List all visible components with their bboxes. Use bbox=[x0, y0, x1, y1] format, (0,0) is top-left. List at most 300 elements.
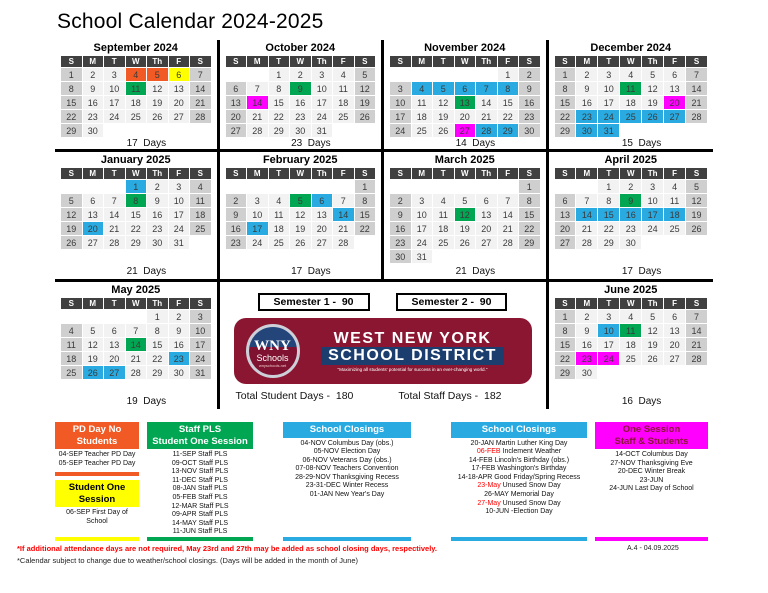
day-cell: 8 bbox=[555, 324, 576, 337]
day-cell: 16 bbox=[576, 96, 597, 109]
day-cell: 28 bbox=[686, 352, 707, 365]
legend-item: 20-JAN Martin Luther King Day bbox=[470, 439, 568, 447]
week-row bbox=[226, 96, 376, 109]
week-row bbox=[61, 222, 211, 235]
legend-header-line: Student One bbox=[68, 482, 126, 494]
legend-item-date-red: 27-May bbox=[477, 499, 501, 507]
day-of-week-header: T bbox=[104, 168, 125, 179]
day-cell: 10 bbox=[412, 208, 433, 221]
center-panel bbox=[220, 282, 549, 409]
legend-header bbox=[595, 422, 708, 449]
day-cell: 11 bbox=[620, 82, 641, 95]
day-cell: 21 bbox=[104, 222, 125, 235]
day-cell: 17 bbox=[247, 222, 268, 235]
day-cell: 11 bbox=[269, 208, 290, 221]
month-title: May 2025 bbox=[111, 284, 161, 296]
day-cell: 31 bbox=[169, 236, 190, 249]
legend-col-school-closings-2 bbox=[451, 422, 587, 541]
day-cell: 16 bbox=[290, 96, 311, 109]
day-of-week-header: W bbox=[455, 168, 476, 179]
week-row bbox=[226, 110, 376, 123]
day-cell: 14 bbox=[126, 338, 147, 351]
day-cell bbox=[664, 366, 685, 379]
calendar-grid bbox=[55, 40, 713, 409]
month-cell-june bbox=[549, 282, 714, 409]
day-cell: 27 bbox=[476, 236, 497, 249]
legend-item: 09-APR Staff PLS bbox=[172, 511, 228, 519]
day-cell bbox=[390, 68, 411, 81]
day-cell: 23 bbox=[390, 236, 411, 249]
day-cell: 9 bbox=[576, 82, 597, 95]
day-cell: 16 bbox=[576, 338, 597, 351]
day-cell: 25 bbox=[269, 236, 290, 249]
day-cell: 19 bbox=[61, 222, 82, 235]
day-cell: 4 bbox=[61, 324, 82, 337]
day-of-week-header: F bbox=[498, 168, 519, 179]
day-cell: 29 bbox=[126, 236, 147, 249]
legend-item: 28-29-NOV Thanksgiving Recess bbox=[295, 473, 399, 481]
day-cell: 1 bbox=[126, 180, 147, 193]
day-cell: 19 bbox=[290, 222, 311, 235]
day-cell: 3 bbox=[312, 68, 333, 81]
month-days-count: 17 Days bbox=[621, 266, 662, 277]
month-cell-december bbox=[549, 40, 714, 152]
day-cell: 28 bbox=[576, 236, 597, 249]
day-cell: 12 bbox=[642, 82, 663, 95]
day-cell: 20 bbox=[555, 222, 576, 235]
day-cell: 29 bbox=[555, 366, 576, 379]
day-cell: 4 bbox=[412, 82, 433, 95]
day-cell: 5 bbox=[686, 180, 707, 193]
day-cell bbox=[247, 68, 268, 81]
month-days-count: 21 Days bbox=[126, 266, 167, 277]
day-cell bbox=[61, 310, 82, 323]
day-cell: 3 bbox=[412, 194, 433, 207]
week-row bbox=[555, 366, 708, 379]
day-cell bbox=[686, 366, 707, 379]
day-cell: 1 bbox=[61, 68, 82, 81]
day-of-week-header: M bbox=[247, 168, 268, 179]
day-cell: 5 bbox=[355, 68, 376, 81]
day-cell: 9 bbox=[169, 324, 190, 337]
day-cell: 16 bbox=[390, 222, 411, 235]
day-cell: 16 bbox=[226, 222, 247, 235]
month-days-count: 19 Days bbox=[126, 396, 167, 407]
day-of-week-header: Th bbox=[476, 56, 497, 67]
week-row bbox=[555, 194, 708, 207]
day-of-week-header: M bbox=[576, 56, 597, 67]
day-of-week-header: M bbox=[83, 168, 104, 179]
day-cell: 29 bbox=[555, 124, 576, 137]
day-cell: 18 bbox=[269, 222, 290, 235]
day-of-week-header: T bbox=[598, 56, 619, 67]
legend-col-pd-days bbox=[55, 422, 139, 541]
day-cell: 6 bbox=[83, 194, 104, 207]
legend-item: 11-DEC Staff PLS bbox=[172, 476, 228, 484]
day-cell: 10 bbox=[190, 324, 211, 337]
day-cell: 21 bbox=[190, 96, 211, 109]
day-of-week-header: S bbox=[190, 168, 211, 179]
day-cell: 20 bbox=[226, 110, 247, 123]
month-calendar bbox=[389, 55, 541, 138]
day-cell: 9 bbox=[576, 324, 597, 337]
day-cell: 24 bbox=[598, 352, 619, 365]
day-of-week-row bbox=[61, 298, 211, 309]
week-row bbox=[555, 236, 708, 249]
month-days-count: 15 Days bbox=[621, 138, 662, 149]
day-cell: 12 bbox=[686, 194, 707, 207]
week-row bbox=[61, 124, 211, 137]
legend-color-bar bbox=[595, 537, 708, 541]
day-of-week-header: M bbox=[83, 56, 104, 67]
day-of-week-header: S bbox=[555, 298, 576, 309]
week-row bbox=[61, 324, 211, 337]
legend-items bbox=[595, 451, 708, 494]
day-cell: 27 bbox=[226, 124, 247, 137]
day-cell bbox=[642, 124, 663, 137]
month-cell-march bbox=[384, 152, 549, 282]
month-block bbox=[549, 152, 714, 279]
day-cell: 20 bbox=[312, 222, 333, 235]
week-row bbox=[390, 180, 540, 193]
legend-item: 14-MAY Staff PLS bbox=[171, 519, 229, 527]
day-cell: 21 bbox=[333, 222, 354, 235]
day-cell: 24 bbox=[390, 124, 411, 137]
day-cell: 7 bbox=[686, 68, 707, 81]
day-cell: 11 bbox=[412, 96, 433, 109]
day-cell bbox=[333, 124, 354, 137]
month-calendar bbox=[554, 297, 709, 380]
day-cell: 8 bbox=[147, 324, 168, 337]
day-of-week-header: Th bbox=[312, 56, 333, 67]
day-of-week-header: T bbox=[104, 298, 125, 309]
day-of-week-row bbox=[555, 298, 708, 309]
day-cell: 19 bbox=[686, 208, 707, 221]
day-cell: 24 bbox=[104, 110, 125, 123]
day-cell: 3 bbox=[190, 310, 211, 323]
totals-row bbox=[220, 390, 546, 409]
day-cell bbox=[476, 180, 497, 193]
day-cell: 27 bbox=[664, 110, 685, 123]
day-cell: 1 bbox=[519, 180, 540, 193]
logo-acronym: WNY bbox=[254, 337, 291, 354]
month-calendar bbox=[554, 167, 709, 250]
day-cell: 22 bbox=[519, 222, 540, 235]
day-cell: 13 bbox=[664, 82, 685, 95]
day-cell bbox=[104, 310, 125, 323]
day-cell: 15 bbox=[498, 96, 519, 109]
legend-item: 10-JUN -Election Day bbox=[485, 508, 553, 516]
day-of-week-header: W bbox=[126, 168, 147, 179]
day-cell: 13 bbox=[226, 96, 247, 109]
legend-item: 11-SEP Staff PLS bbox=[172, 451, 228, 458]
day-cell: 12 bbox=[355, 82, 376, 95]
day-cell: 21 bbox=[686, 96, 707, 109]
day-cell: 1 bbox=[498, 68, 519, 81]
day-cell: 15 bbox=[555, 338, 576, 351]
day-cell: 18 bbox=[61, 352, 82, 365]
month-block bbox=[220, 40, 382, 149]
day-cell: 17 bbox=[169, 208, 190, 221]
day-cell: 12 bbox=[83, 338, 104, 351]
day-cell: 2 bbox=[620, 180, 641, 193]
month-cell-april bbox=[549, 152, 714, 282]
day-cell: 14 bbox=[686, 324, 707, 337]
day-of-week-header: M bbox=[247, 56, 268, 67]
legend-header bbox=[147, 422, 253, 449]
month-title: October 2024 bbox=[265, 42, 336, 54]
day-cell: 11 bbox=[61, 338, 82, 351]
day-of-week-header: T bbox=[269, 56, 290, 67]
week-row bbox=[390, 208, 540, 221]
week-row bbox=[61, 366, 211, 379]
day-of-week-header: S bbox=[355, 56, 376, 67]
day-of-week-header: M bbox=[83, 298, 104, 309]
day-cell: 28 bbox=[104, 236, 125, 249]
day-of-week-header: S bbox=[555, 168, 576, 179]
day-cell: 2 bbox=[226, 194, 247, 207]
month-days-count: 14 Days bbox=[455, 138, 496, 149]
legend-item: 05-SEP Teacher PD Day bbox=[58, 459, 136, 467]
day-cell: 18 bbox=[620, 338, 641, 351]
month-title: September 2024 bbox=[93, 42, 178, 54]
day-of-week-header: Th bbox=[642, 168, 663, 179]
day-cell: 15 bbox=[147, 338, 168, 351]
legend-item-date-red: 23-May bbox=[477, 482, 501, 490]
day-cell: 17 bbox=[104, 96, 125, 109]
legend-header-line: Student One Session bbox=[152, 435, 248, 447]
legend-header-line: Session bbox=[78, 493, 116, 505]
day-cell: 21 bbox=[476, 110, 497, 123]
day-cell: 6 bbox=[104, 324, 125, 337]
day-cell: 1 bbox=[555, 310, 576, 323]
day-cell: 27 bbox=[455, 124, 476, 137]
day-of-week-header: F bbox=[664, 56, 685, 67]
day-cell: 6 bbox=[555, 194, 576, 207]
day-of-week-row bbox=[61, 56, 211, 67]
day-cell: 16 bbox=[620, 208, 641, 221]
day-cell: 30 bbox=[620, 236, 641, 249]
day-cell bbox=[664, 236, 685, 249]
day-cell: 15 bbox=[355, 208, 376, 221]
day-cell: 6 bbox=[226, 82, 247, 95]
month-days-count: 17 Days bbox=[291, 266, 331, 277]
day-of-week-header: S bbox=[226, 56, 247, 67]
day-cell bbox=[620, 366, 641, 379]
day-cell: 22 bbox=[555, 110, 576, 123]
day-cell bbox=[476, 68, 497, 81]
day-cell: 22 bbox=[355, 222, 376, 235]
day-of-week-row bbox=[555, 168, 708, 179]
day-of-week-header: Th bbox=[476, 168, 497, 179]
week-row bbox=[390, 250, 540, 263]
month-title: April 2025 bbox=[604, 154, 658, 166]
legend-item: 23-May Unused Snow Day bbox=[477, 482, 561, 490]
legend-header-line: PD Day No bbox=[72, 424, 122, 435]
day-of-week-header: T bbox=[433, 168, 454, 179]
week-row bbox=[61, 208, 211, 221]
day-of-week-header: F bbox=[169, 56, 190, 67]
day-cell: 22 bbox=[126, 222, 147, 235]
day-of-week-header: T bbox=[598, 298, 619, 309]
day-cell: 13 bbox=[664, 324, 685, 337]
day-cell bbox=[355, 124, 376, 137]
day-of-week-header: F bbox=[664, 298, 685, 309]
day-cell: 25 bbox=[433, 236, 454, 249]
day-of-week-header: F bbox=[169, 298, 190, 309]
day-cell: 3 bbox=[104, 68, 125, 81]
day-of-week-header: S bbox=[61, 168, 82, 179]
wny-schools-logo-icon bbox=[246, 324, 300, 378]
day-of-week-header: S bbox=[686, 168, 707, 179]
day-cell: 26 bbox=[686, 222, 707, 235]
day-cell: 26 bbox=[290, 236, 311, 249]
day-of-week-header: W bbox=[620, 298, 641, 309]
week-row bbox=[555, 68, 708, 81]
day-cell: 20 bbox=[104, 352, 125, 365]
legend-header bbox=[283, 422, 411, 438]
day-of-week-header: F bbox=[169, 168, 190, 179]
day-cell: 4 bbox=[620, 68, 641, 81]
week-row bbox=[226, 124, 376, 137]
week-row bbox=[555, 96, 708, 109]
day-cell bbox=[61, 180, 82, 193]
legend-color-bar bbox=[451, 537, 587, 541]
day-cell: 11 bbox=[620, 324, 641, 337]
day-cell: 27 bbox=[169, 110, 190, 123]
day-cell: 7 bbox=[126, 324, 147, 337]
legend-items bbox=[147, 451, 253, 537]
day-cell: 3 bbox=[169, 180, 190, 193]
week-row bbox=[226, 68, 376, 81]
legend-header bbox=[451, 422, 587, 438]
day-cell: 29 bbox=[61, 124, 82, 137]
day-cell: 14 bbox=[476, 96, 497, 109]
day-cell: 22 bbox=[147, 352, 168, 365]
version-label: A.4 - 04.09.2025 bbox=[627, 545, 679, 552]
day-of-week-header: S bbox=[190, 56, 211, 67]
legend-item: 17-FEB Washington's Birthday bbox=[471, 465, 567, 473]
day-cell bbox=[247, 180, 268, 193]
week-row bbox=[226, 194, 376, 207]
day-cell: 15 bbox=[555, 96, 576, 109]
day-cell: 24 bbox=[190, 352, 211, 365]
day-cell: 9 bbox=[620, 194, 641, 207]
day-cell: 10 bbox=[642, 194, 663, 207]
day-cell: 20 bbox=[83, 222, 104, 235]
day-cell: 12 bbox=[61, 208, 82, 221]
day-of-week-header: Th bbox=[147, 56, 168, 67]
day-cell: 27 bbox=[555, 236, 576, 249]
day-cell: 23 bbox=[147, 222, 168, 235]
day-of-week-header: Th bbox=[642, 298, 663, 309]
week-row bbox=[61, 180, 211, 193]
logo-site: wnyschools.net bbox=[258, 362, 287, 368]
day-cell: 8 bbox=[555, 82, 576, 95]
day-cell: 1 bbox=[598, 180, 619, 193]
week-row bbox=[226, 236, 376, 249]
day-cell: 27 bbox=[664, 352, 685, 365]
day-cell bbox=[226, 180, 247, 193]
day-of-week-header: S bbox=[686, 298, 707, 309]
month-cell-january bbox=[55, 152, 220, 282]
day-cell: 2 bbox=[147, 180, 168, 193]
day-cell: 9 bbox=[83, 82, 104, 95]
day-cell: 10 bbox=[169, 194, 190, 207]
month-block bbox=[220, 152, 382, 279]
day-cell: 21 bbox=[126, 352, 147, 365]
day-cell: 2 bbox=[519, 68, 540, 81]
day-cell: 1 bbox=[355, 180, 376, 193]
day-of-week-header: S bbox=[226, 168, 247, 179]
week-row bbox=[61, 338, 211, 351]
day-cell: 19 bbox=[455, 222, 476, 235]
day-of-week-header: M bbox=[576, 298, 597, 309]
day-of-week-header: S bbox=[519, 168, 540, 179]
day-cell: 24 bbox=[312, 110, 333, 123]
day-cell: 30 bbox=[290, 124, 311, 137]
day-cell: 14 bbox=[104, 208, 125, 221]
day-cell: 18 bbox=[333, 96, 354, 109]
day-cell bbox=[455, 250, 476, 263]
day-cell: 12 bbox=[642, 324, 663, 337]
day-cell: 4 bbox=[190, 180, 211, 193]
week-row bbox=[61, 68, 211, 81]
month-block bbox=[384, 40, 546, 149]
week-row bbox=[226, 180, 376, 193]
day-cell: 28 bbox=[190, 110, 211, 123]
month-days-count: 23 Days bbox=[291, 138, 331, 149]
day-cell: 9 bbox=[226, 208, 247, 221]
day-cell bbox=[269, 180, 290, 193]
day-cell: 13 bbox=[169, 82, 190, 95]
total-staff-days: Total Staff Days - 182 bbox=[398, 390, 502, 402]
day-cell bbox=[355, 236, 376, 249]
day-cell: 9 bbox=[147, 194, 168, 207]
day-cell: 28 bbox=[498, 236, 519, 249]
day-cell: 14 bbox=[686, 82, 707, 95]
day-cell bbox=[519, 250, 540, 263]
day-cell: 24 bbox=[412, 236, 433, 249]
day-cell bbox=[83, 310, 104, 323]
day-cell: 9 bbox=[519, 82, 540, 95]
day-cell: 30 bbox=[576, 366, 597, 379]
day-cell: 5 bbox=[433, 82, 454, 95]
week-row bbox=[555, 324, 708, 337]
day-of-week-header: S bbox=[390, 168, 411, 179]
day-cell: 20 bbox=[455, 110, 476, 123]
legend-item-date-red: 06-FEB bbox=[476, 448, 501, 456]
day-cell: 25 bbox=[620, 110, 641, 123]
day-cell: 16 bbox=[519, 96, 540, 109]
legend-item: 09-OCT Staff PLS bbox=[171, 459, 229, 467]
day-cell: 4 bbox=[433, 194, 454, 207]
day-of-week-header: T bbox=[433, 56, 454, 67]
day-cell: 2 bbox=[576, 310, 597, 323]
day-cell: 13 bbox=[476, 208, 497, 221]
day-cell bbox=[455, 68, 476, 81]
legend-item: 27-May Unused Snow Day bbox=[477, 499, 561, 507]
week-row bbox=[226, 208, 376, 221]
day-cell: 25 bbox=[620, 352, 641, 365]
day-cell: 5 bbox=[147, 68, 168, 81]
day-cell: 1 bbox=[147, 310, 168, 323]
day-cell: 5 bbox=[83, 324, 104, 337]
day-cell: 17 bbox=[642, 208, 663, 221]
day-cell: 11 bbox=[664, 194, 685, 207]
day-cell: 27 bbox=[104, 366, 125, 379]
week-row bbox=[390, 96, 540, 109]
